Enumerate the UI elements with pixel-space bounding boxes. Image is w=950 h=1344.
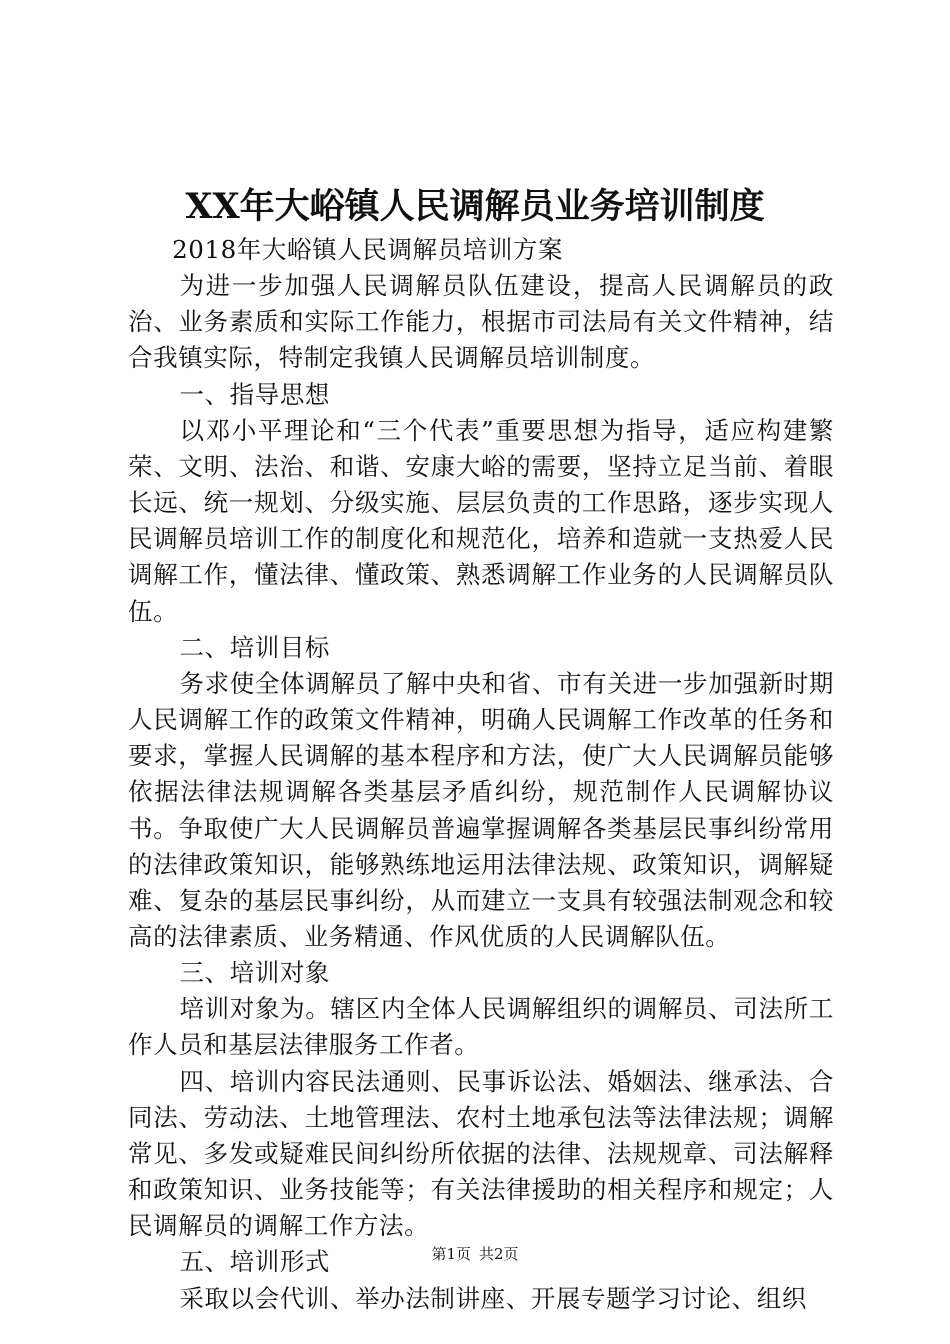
page-number: 第1页: [431, 1245, 471, 1263]
section-heading: 五、培训形式: [179, 1247, 331, 1277]
document-body: [128, 232, 834, 1317]
body-paragraph: 务求使全体调解员了解中央和省、市有关进一步加强新时期人民调解工作的政策文件精神，明确人民调解工作改革的任务和要求，掌握人民调解的基本程序和方法，使广大人民调解员能够依据法律法规调解各类基层矛盾纠纷，规范制作人民调解协议书。争取使广大人民调解员普遍掌握调解各类基层民事纠纷常用的法律政策知识，能够熟练地运用法律法规、政策知识，调解疑难、复杂的基层民事纠纷，从而建立一支具有较强法制观念和较高的法律素质、业务精通、作风优质的人民调解队伍。: [128, 668, 834, 951]
intro-paragraph: 为进一步加强人民调解员队伍建设，提高人民调解员的政治、业务素质和实际工作能力，根据市司法局有关文件精神，结合我镇实际，特制定我镇人民调解员培训制度。: [128, 271, 834, 373]
section-heading: 二、培训目标: [179, 632, 331, 662]
body-paragraph: 四、培训内容民法通则、民事诉讼法、婚姻法、继承法、合同法、劳动法、土地管理法、农村土地承包法等法律法规；调解常见、多发或疑难民间纠纷所依据的法律、法规规章、司法解释和政策知识、业务技能等；有关法律援助的相关程序和规定；人民调解员的调解工作方法。: [128, 1066, 834, 1241]
body-paragraph: 采取以会代训、举办法制讲座、开展专题学习讨论、组织: [179, 1283, 807, 1313]
page-total: 共2页: [479, 1245, 519, 1263]
body-paragraph: 以邓小平理论和“三个代表”重要思想为指导，适应构建繁荣、文明、法治、和谐、安康大峪的需要，坚持立足当前、着眼长远、统一规划、分级实施、层层负责的工作思路，逐步实现人民调解员培训工作的制度化和规范化，培养和造就一支热爱人民调解工作，懂法律、懂政策、熟悉调解工作业务的人民调解员队伍。: [128, 415, 834, 626]
section-heading: 一、指导思想: [179, 379, 331, 409]
document-title: XX年大峪镇人民调解员业务培训制度: [185, 186, 765, 227]
section-heading: 三、培训对象: [179, 958, 331, 988]
body-paragraph: 培训对象为。辖区内全体人民调解组织的调解员、司法所工作人员和基层法律服务工作者。: [128, 994, 834, 1060]
page-footer: [0, 1244, 950, 1264]
document-subtitle: 2018年大峪镇人民调解员培训方案: [172, 235, 564, 264]
